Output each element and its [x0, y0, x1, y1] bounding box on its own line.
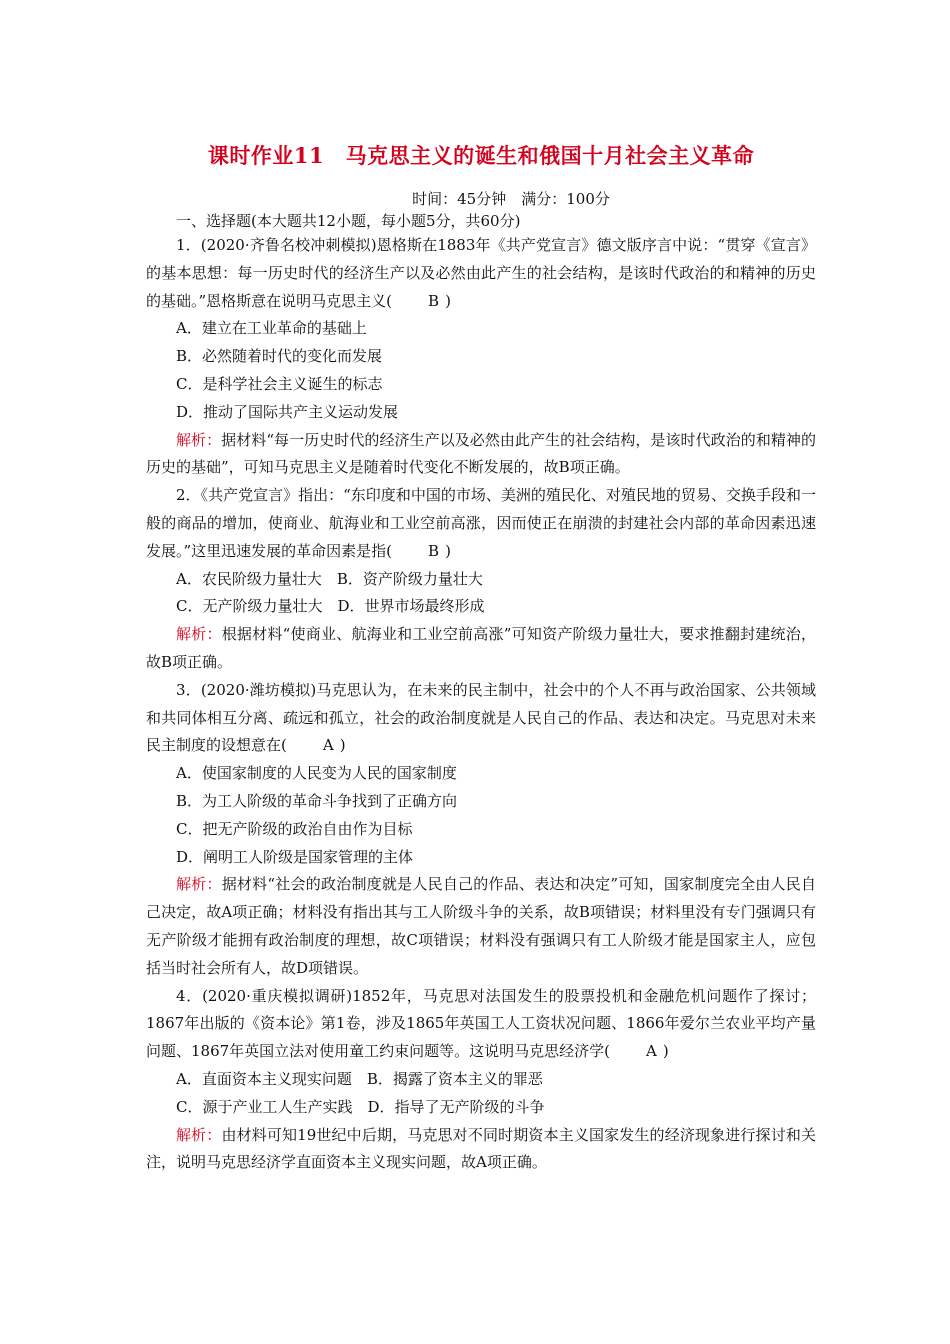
analysis-text: 根据材料“使商业、航海业和工业空前高涨”可知资产阶级力量壮大，要求推翻封建统治，故B项正确。 [146, 625, 816, 671]
analysis-label: 解析： [176, 430, 222, 449]
question-stem [146, 983, 816, 1066]
question-stem [146, 677, 816, 760]
analysis-text: 据材料“社会的政治制度就是人民自己的作品、表达和决定”可知，国家制度完全由人民自己决定，故A项正确；材料没有指出其与工人阶级斗争的关系，故B项错误；材料里没有专门强调只有无产阶级才能拥有政治制度的理想，故C项错误；材料没有强调只有工人阶级才能是国家主人，应包括当时社会所有人，故D项错误。 [146, 875, 816, 977]
question-list [146, 232, 816, 1177]
question-close-paren: ) [445, 541, 451, 560]
question-close-paren: ) [339, 736, 346, 755]
option-line: A．使国家制度的人民变为人民的国家制度 [176, 764, 457, 783]
option-line: A．直面资本主义现实问题 B．揭露了资本主义的罪恶 [176, 1069, 543, 1088]
option-line: D．推动了国际共产主义运动发展 [176, 402, 399, 421]
option-line: C．源于产业工人生产实践 D．指导了无产阶级的斗争 [176, 1097, 545, 1116]
analysis-label: 解析： [176, 625, 222, 644]
question-text: 1．(2020·齐鲁名校冲刺模拟)恩格斯在1883年《共产党宣言》德文版序言中说：“贯穿《宣言》的基本思想：每一历史时代的经济生产以及必然由此产生的社会结构，是该时代政治的和精神的历史的基础。”恩格斯意在说明马克思主义( [146, 236, 816, 310]
answer-letter: B [428, 291, 440, 310]
time-score-line: 时间：45分钟 满分：100分 [412, 190, 610, 208]
page-title: 课时作业11 马克思主义的诞生和俄国十月社会主义革命 [207, 143, 755, 168]
analysis-text: 由材料可知19世纪中后期，马克思对不同时期资本主义国家发生的经济现象进行探讨和关注，说明马克思经济学直面资本主义现实问题，故A项正确。 [146, 1125, 816, 1172]
option-line: B．为工人阶级的革命斗争找到了正确方向 [176, 791, 458, 810]
analysis [146, 871, 816, 982]
question-close-paren: ) [445, 291, 451, 310]
option-line: A．建立在工业革命的基础上 [176, 319, 367, 338]
question-block [146, 983, 816, 1178]
option-line: B．必然随着时代的变化而发展 [176, 347, 383, 366]
answer-letter: B [428, 541, 440, 560]
option-line: C．无产阶级力量壮大 D．世界市场最终形成 [176, 597, 485, 616]
analysis-label: 解析： [176, 875, 222, 894]
question-text: 3．(2020·潍坊模拟)马克思认为，在未来的民主制中，社会中的个人不再与政治国家、公共领域和共同体相互分离、疏远和孤立，社会的政治制度就是人民自己的作品、表达和决定。马克思对未来民主制度的设想意在( [146, 680, 816, 755]
section-heading: 一、选择题(本大题共12小题，每小题5分，共60分) [176, 212, 521, 230]
analysis-label: 解析： [176, 1125, 222, 1144]
question-stem [146, 232, 816, 315]
question-block [146, 232, 816, 482]
question-text: 2．《共产党宣言》指出：“东印度和中国的市场、美洲的殖民化、对殖民地的贸易、交换手段和一般的商品的增加，使商业、航海业和工业空前高涨，因而使正在崩溃的封建社会内部的革命因素迅速发展。”这里迅速发展的革命因素是指( [146, 486, 816, 560]
option-line: A．农民阶级力量壮大 B．资产阶级力量壮大 [176, 569, 483, 588]
answer-letter: A [646, 1042, 657, 1061]
answer-letter: A [322, 736, 334, 755]
analysis [146, 1122, 816, 1178]
question-stem [146, 482, 816, 565]
question-text: 4．(2020·重庆模拟调研)1852年，马克思对法国发生的股票投机和金融危机问题作了探讨；1867年出版的《资本论》第1卷，涉及1865年英国工人工资状况问题、1866年爱尔兰农业平均产量问题、1867年英国立法对使用童工约束问题等。这说明马克思经济学( [146, 986, 816, 1061]
question-block [146, 482, 816, 677]
analysis-text: 据材料“每一历史时代的经济生产以及必然由此产生的社会结构，是该时代政治的和精神的历史的基础”，可知马克思主义是随着时代变化不断发展的，故B项正确。 [146, 430, 816, 477]
option-line: C．是科学社会主义诞生的标志 [176, 374, 383, 393]
analysis [146, 427, 816, 483]
question-close-paren: ) [662, 1042, 669, 1061]
analysis [146, 621, 816, 677]
document-page [146, 140, 816, 1177]
question-block [146, 677, 816, 983]
option-line: D．阐明工人阶级是国家管理的主体 [176, 847, 414, 866]
option-line: C．把无产阶级的政治自由作为目标 [176, 819, 413, 838]
